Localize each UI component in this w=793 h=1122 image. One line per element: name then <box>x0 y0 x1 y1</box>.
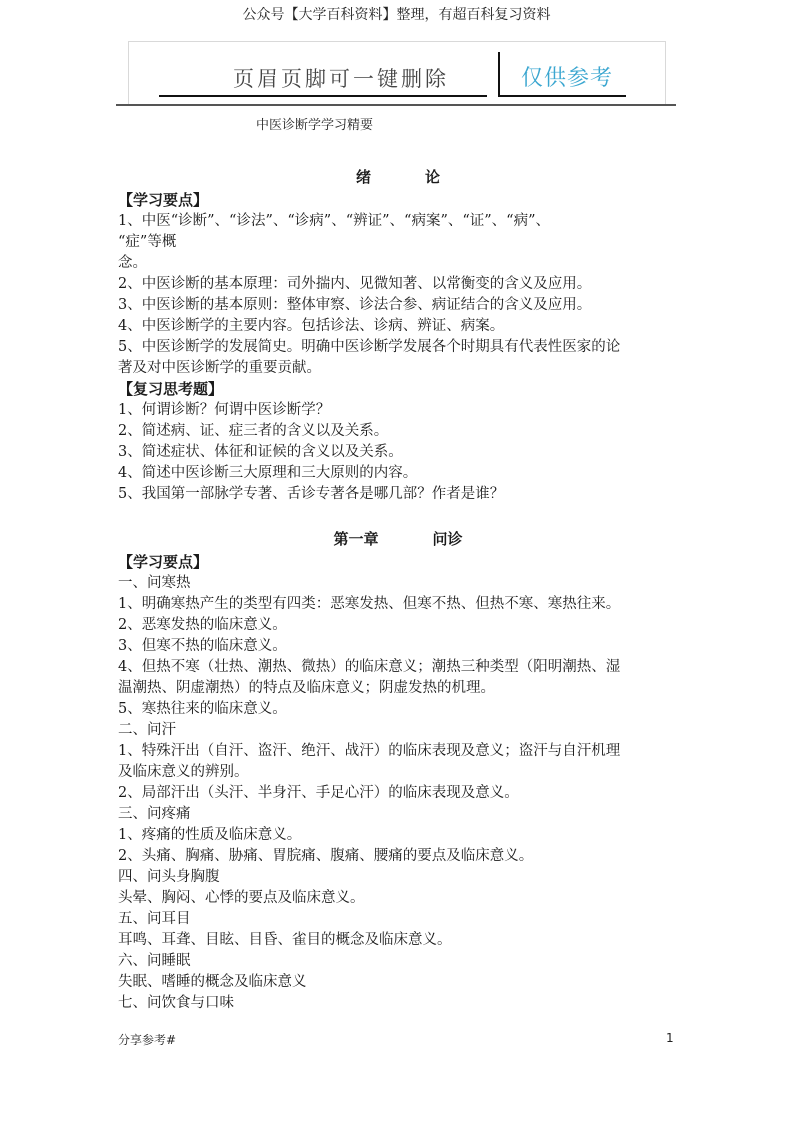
list-item: 一、问寒热 <box>118 575 191 591</box>
list-item: 六、问睡眠 <box>118 953 191 969</box>
list-item: 2、局部汗出（头汗、半身汗、手足心汗）的临床表现及意义。 <box>118 785 519 801</box>
list-item: 四、问头身胸腹 <box>118 869 220 885</box>
list-item: 温潮热、阴虚潮热）的特点及临床意义；阴虚发热的机理。 <box>118 680 495 696</box>
list-item: 五、问耳目 <box>118 911 191 927</box>
list-item: 念。 <box>118 255 147 271</box>
document-body <box>118 164 678 1014</box>
intro-title <box>118 164 678 190</box>
chapter1-title-part-2: 问诊 <box>432 530 463 548</box>
intro-study-points-heading: 【学习要点】 <box>118 191 209 209</box>
footer-text: 分享参考# <box>118 1033 177 1047</box>
list-item: 1、明确寒热产生的类型有四类：恶寒发热、但寒不热、但热不寒、寒热往来。 <box>118 596 621 612</box>
list-item: 1、中医“诊断”、“诊法”、“诊病”、“辨证”、“病案”、“证”、“病”、 <box>118 213 551 229</box>
top-note: 公众号【大学百科资料】整理，有超百科复习资料 <box>242 7 551 23</box>
intro-review-heading: 【复习思考题】 <box>118 380 224 398</box>
list-item: 1、何谓诊断？何谓中医诊断学？ <box>118 402 331 418</box>
list-item: 三、问疼痛 <box>118 806 191 822</box>
banner-underline <box>159 95 487 97</box>
list-item: 1、特殊汗出（自汗、盗汗、绝汗、战汗）的临床表现及意义；盗汗与自汗机理 <box>118 743 621 759</box>
banner-right-text: 仅供参考 <box>521 66 614 91</box>
list-item: 4、简述中医诊断三大原理和三大原则的内容。 <box>118 465 418 481</box>
list-item: 5、我国第一部脉学专著、舌诊专著各是哪几部？作者是谁？ <box>118 486 505 502</box>
list-item: 著及对中医诊断学的重要贡献。 <box>118 360 321 376</box>
list-item: 2、恶寒发热的临床意义。 <box>118 617 287 633</box>
list-item: 1、疼痛的性质及临床意义。 <box>118 827 302 843</box>
chapter1-study-points-heading: 【学习要点】 <box>118 553 209 571</box>
list-item: 失眠、嗜睡的概念及临床意义 <box>118 974 307 990</box>
list-item: 耳鸣、耳聋、目眩、目昏、雀目的概念及临床意义。 <box>118 932 452 948</box>
header-banner <box>128 41 666 104</box>
page-number: 1 <box>666 1031 674 1045</box>
document-subtitle: 中医诊断学学习精要 <box>256 118 374 133</box>
list-item: 4、但热不寒（壮热、潮热、微热）的临床意义；潮热三种类型（阳明潮热、湿 <box>118 659 621 675</box>
list-item: 3、但寒不热的临床意义。 <box>118 638 287 654</box>
list-item: 二、问汗 <box>118 722 176 738</box>
intro-title-part-1: 绪 <box>355 168 371 186</box>
chapter1-title <box>118 526 678 552</box>
list-item: “症”等概 <box>118 234 177 250</box>
intro-title-part-2: 论 <box>425 168 441 186</box>
list-item: 5、寒热往来的临床意义。 <box>118 701 287 717</box>
banner-underline-right <box>498 95 626 97</box>
banner-divider <box>498 52 500 97</box>
list-item: 3、简述症状、体征和证候的含义以及关系。 <box>118 444 403 460</box>
list-item: 5、中医诊断学的发展简史。明确中医诊断学发展各个时期具有代表性医家的论 <box>118 339 621 355</box>
list-item: 4、中医诊断学的主要内容。包括诊法、诊病、辨证、病案。 <box>118 318 505 334</box>
list-item: 七、问饮食与口味 <box>118 995 234 1011</box>
header-rule <box>116 104 676 106</box>
list-item: 2、简述病、证、症三者的含义以及关系。 <box>118 423 389 439</box>
list-item: 2、中医诊断的基本原理：司外揣内、见微知著、以常衡变的含义及应用。 <box>118 276 592 292</box>
banner-left-text: 页眉页脚可一键删除 <box>233 67 449 91</box>
list-item: 及临床意义的辨别。 <box>118 764 249 780</box>
list-item: 头晕、胸闷、心悸的要点及临床意义。 <box>118 890 365 906</box>
list-item: 3、中医诊断的基本原则：整体审察、诊法合参、病证结合的含义及应用。 <box>118 297 592 313</box>
chapter1-title-part-1: 第一章 <box>333 530 379 548</box>
list-item: 2、头痛、胸痛、胁痛、胃脘痛、腹痛、腰痛的要点及临床意义。 <box>118 848 534 864</box>
